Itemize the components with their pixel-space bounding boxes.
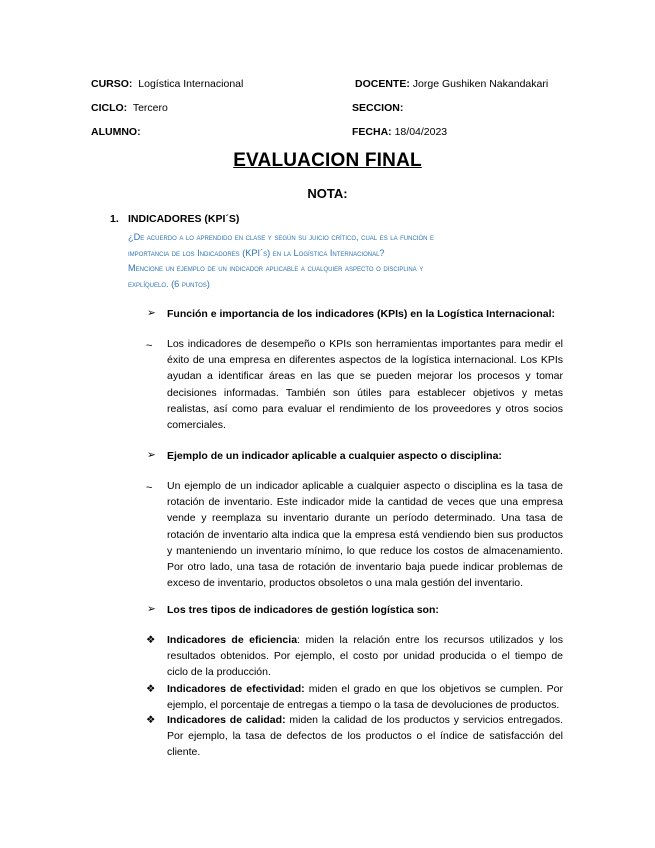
type-line: [167, 681, 563, 697]
question-line: importancia de los Indicadores (KPI´s) en la Logística Internacional?: [128, 247, 385, 258]
ciclo-label: CICLO:: [91, 102, 128, 114]
docente-label: DOCENTE:: [355, 78, 410, 90]
paragraph-line: vende y reemplaza su inventario durante un período determinado. Una tasa de: [167, 512, 563, 525]
type-item-efectividad: [167, 681, 563, 713]
paragraph-line: comerciales.: [167, 419, 226, 432]
tilde-bullet-icon: ~: [146, 340, 153, 352]
type-line: ciclo de la producción.: [167, 666, 271, 679]
paragraph-line: y manteniendo un inventario mínimo, lo que reduce los costos de almacenamiento.: [167, 544, 563, 557]
ciclo-field: [91, 102, 168, 114]
paragraph-line: Un ejemplo de un indicador aplicable a cualquier aspecto o disciplina es la tasa de: [167, 480, 563, 492]
diamond-bullet-icon: ❖: [146, 683, 156, 695]
docente-field: [355, 78, 548, 90]
curso-label: CURSO:: [91, 78, 133, 90]
fecha-field: [352, 126, 447, 138]
type-name: Indicadores de eficiencia: [167, 634, 298, 646]
type-name: Indicadores de efectividad:: [167, 683, 305, 695]
section-heading-tipos: Los tres tipos de indicadores de gestión logística son:: [167, 604, 439, 616]
fecha-value: 18/04/2023: [394, 126, 448, 138]
tilde-bullet-icon: ~: [146, 482, 153, 494]
question-line: explíquelo. (6 puntos): [128, 278, 210, 289]
paragraph-line: exceso de inventario, productos obsoletos o una mala gestión del inventario.: [167, 577, 524, 590]
arrow-bullet-icon: ➢: [147, 449, 156, 461]
section-heading-ejemplo: Ejemplo de un indicador aplicable a cualquier aspecto o disciplina:: [167, 450, 502, 462]
type-line: [167, 712, 563, 728]
alumno-field: [91, 126, 141, 138]
seccion-label: SECCION:: [352, 102, 404, 114]
nota-label: NOTA:: [307, 186, 348, 201]
alumno-label: ALUMNO:: [91, 126, 141, 138]
question-number: 1.: [110, 213, 119, 225]
paragraph-ejemplo: [167, 478, 563, 591]
diamond-bullet-icon: ❖: [146, 714, 156, 726]
paragraph-line: rotación de inventario alta indica que la empresa está vendiendo bien sus productos: [167, 528, 563, 541]
section-heading-funcion: Función e importancia de los indicadores (KPIs) en la Logística Internacional:: [167, 308, 555, 320]
type-line: resultados obtenidos. Por ejemplo, el costo por unidad producida o el tiempo de: [167, 650, 563, 663]
question-heading: INDICADORES (KPI´S): [128, 213, 240, 225]
paragraph-funcion: [167, 336, 563, 433]
page-title: EVALUACION FINAL: [233, 150, 422, 171]
type-desc: miden la calidad de los productos y servicios entregados.: [285, 714, 563, 726]
seccion-field: [352, 102, 403, 114]
type-name: Indicadores de calidad:: [167, 714, 286, 726]
paragraph-line: éxito de una empresa en diferentes aspectos de la logística internacional. Los KPIs: [167, 354, 563, 367]
question-line: ¿De acuerdo a lo aprendido en clase y según su juicio crítico, cual es la función e: [128, 232, 435, 242]
arrow-bullet-icon: ➢: [147, 603, 156, 615]
paragraph-line: ayudan a identificar áreas en las que se pueden mejorar los procesos y tomar: [167, 370, 563, 383]
arrow-bullet-icon: ➢: [147, 307, 156, 319]
question-line: Mencione un ejemplo de un indicador aplicable a cualquier aspecto o disciplina y: [128, 263, 424, 273]
paragraph-line: realistas, así como para evaluar el rendimiento de los proveedores y otros socios: [167, 402, 563, 415]
ciclo-value: Tercero: [132, 102, 168, 114]
type-item-calidad: [167, 712, 563, 761]
type-line: [167, 632, 563, 648]
curso-value: Logística Internacional: [138, 78, 244, 90]
paragraph-line: decisiones informadas. También son útiles para establecer objetivos y metas: [167, 386, 563, 399]
question-text: [128, 230, 548, 292]
paragraph-line: Por otro lado, una tasa de rotación de inventario baja puede indicar problemas de: [167, 561, 563, 574]
type-line: cliente.: [167, 746, 201, 759]
paragraph-line: rotación de inventario. Este indicador mide la cantidad de veces que una empresa: [167, 496, 563, 509]
type-item-eficiencia: [167, 632, 563, 681]
type-line: ejemplo, el porcentaje de entregas a tiempo o la tasa de devoluciones de productos.: [167, 699, 560, 712]
diamond-bullet-icon: ❖: [146, 634, 156, 646]
fecha-label: FECHA:: [352, 126, 392, 138]
type-desc: : miden la relación entre los recursos utilizados y los: [297, 634, 564, 646]
paragraph-line: Los indicadores de desempeño o KPIs son herramientas importantes para medir el: [167, 338, 563, 350]
curso-field: [91, 78, 243, 90]
type-desc: miden el grado en que los objetivos se cumplen. Por: [304, 683, 563, 695]
type-line: Por ejemplo, la tasa de defectos de los productos o el índice de satisfacción del: [167, 730, 563, 743]
docente-value: Jorge Gushiken Nakandakari: [412, 78, 549, 90]
